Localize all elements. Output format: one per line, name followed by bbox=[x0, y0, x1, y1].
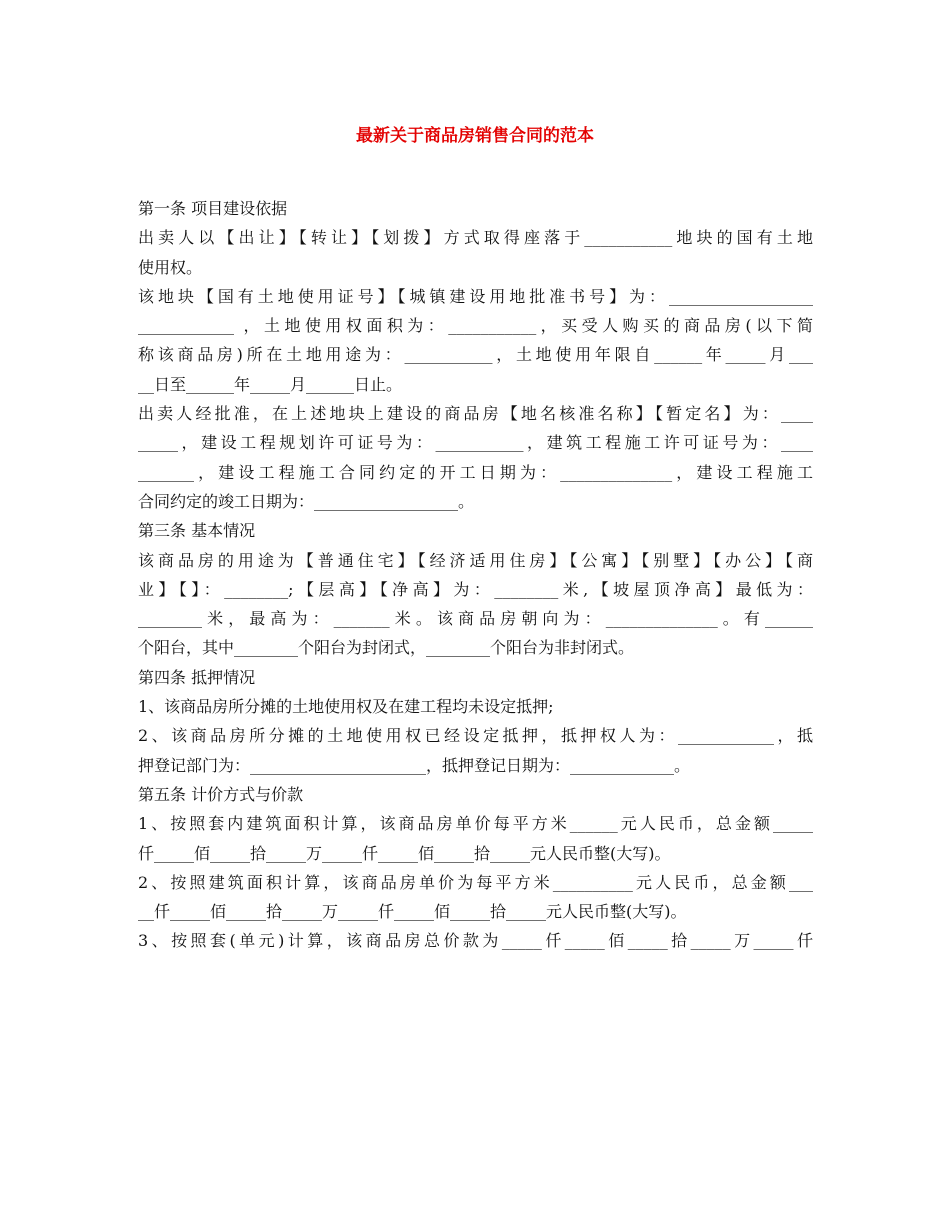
body-line: __日至______年_____月______日止。 bbox=[138, 374, 403, 394]
body-line: ____________ ，土地使用权面积为：___________，买受人购买的商品房(以下简 bbox=[138, 316, 813, 336]
body-line: 使用权。 bbox=[138, 257, 203, 277]
body-line: 该商品房的用途为【普通住宅】【经济适用住房】【公寓】【别墅】【办公】【商 bbox=[138, 550, 813, 570]
document-title: 最新关于商品房销售合同的范本 bbox=[356, 126, 594, 146]
body-line: 第四条 抵押情况 bbox=[138, 667, 256, 687]
body-line: 1、该商品房所分摊的土地使用权及在建工程均未设定抵押; bbox=[138, 697, 554, 717]
body-line: ________米，最高为：_______米。该商品房朝向为：______________。有______ bbox=[138, 609, 813, 629]
body-line: 称该商品房)所在土地用途为：___________，土地使用年限自______年_____月___ bbox=[138, 345, 813, 365]
body-line: 合同约定的竣工日期为：__________________。 bbox=[138, 491, 475, 511]
body-line: 个阳台，其中________个阳台为封闭式，________个阳台为非封闭式。 bbox=[138, 638, 635, 658]
body-line: 第一条 项目建设依据 bbox=[138, 199, 288, 218]
body-line: 2、该商品房所分摊的土地使用权已经设定抵押，抵押权人为：____________，抵 bbox=[138, 726, 813, 746]
body-line: 第三条 基本情况 bbox=[138, 521, 256, 541]
body-line: _____，建设工程规划许可证号为：___________，建筑工程施工许可证号为：____ bbox=[138, 433, 813, 453]
body-line: 第五条 计价方式与价款 bbox=[138, 784, 304, 804]
body-line: 出卖人以【出让】【转让】【划拨】方式取得座落于___________地块的国有土地 bbox=[138, 228, 813, 248]
body-line: 押登记部门为：______________________，抵押登记日期为：_____________。 bbox=[138, 755, 691, 775]
body-line: 3、按照套(单元)计算，该商品房总价款为_____仟_____佰_____拾_____万_____仟 bbox=[138, 931, 813, 951]
body-line: 业】【】：________;【层高】【净高】为：________米,【坡屋顶净高】最低为： bbox=[138, 579, 813, 599]
body-line: 出卖人经批准，在上述地块上建设的商品房【地名核准名称】【暂定名】为：____ bbox=[138, 404, 813, 424]
body-line: _______，建设工程施工合同约定的开工日期为：______________，建设工程施工 bbox=[138, 462, 813, 482]
body-line: 该地块【国有土地使用证号】【城镇建设用地批准书号】为：__________________ bbox=[138, 286, 813, 306]
document-body bbox=[138, 194, 813, 956]
body-line: 1、按照套内建筑面积计算，该商品房单价每平方米______元人民币，总金额_____ bbox=[138, 814, 813, 834]
body-line: 仟_____佰_____拾_____万_____仟_____佰_____拾_____元人民币整(大写)。 bbox=[138, 843, 671, 863]
body-line: __仟_____佰_____拾_____万_____仟_____佰_____拾_____元人民币整(大写)。 bbox=[138, 902, 687, 922]
body-line: 2、按照建筑面积计算，该商品房单价为每平方米__________元人民币，总金额___ bbox=[138, 872, 813, 892]
